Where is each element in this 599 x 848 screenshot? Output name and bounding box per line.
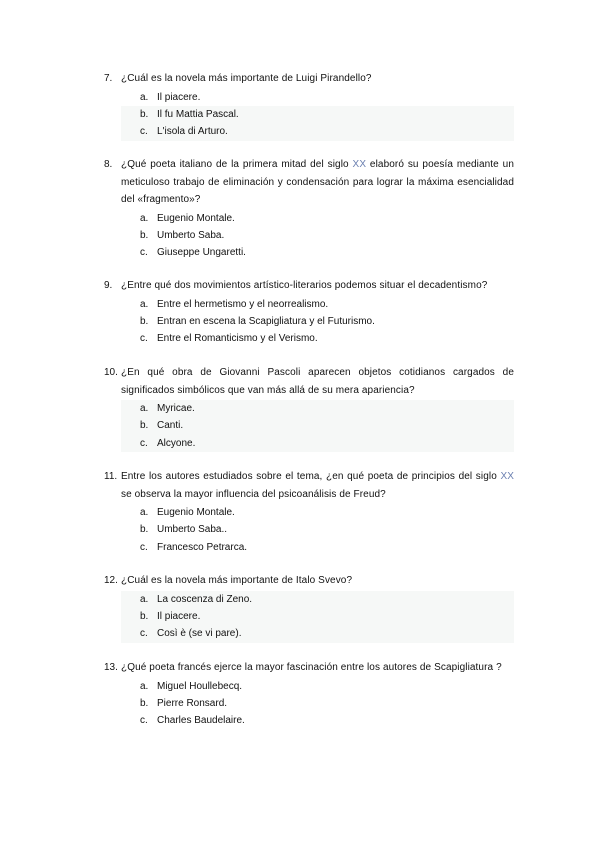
option-letter: b. xyxy=(140,229,149,241)
option-text: Canti. xyxy=(157,420,184,432)
option-letter: c. xyxy=(140,437,148,449)
answer-options xyxy=(121,296,514,348)
answer-options xyxy=(121,678,514,730)
option-text: Entre el Romanticismo y el Verismo. xyxy=(157,333,318,345)
question-13 xyxy=(104,659,514,730)
option-a xyxy=(121,89,514,106)
option-text: Entre el hermetismo y el neorrealismo. xyxy=(157,298,329,310)
answer-options xyxy=(121,89,514,141)
question-number: 9. xyxy=(104,280,113,291)
option-letter: b. xyxy=(140,315,149,327)
option-text: L'isola di Arturo. xyxy=(157,126,228,138)
question-header xyxy=(104,364,514,399)
option-letter: a. xyxy=(140,403,149,414)
question-text: ¿Qué poeta italiano de la primera mitad del siglo XX elaboró su poesía mediante un meticuloso trabajo de eliminación y condensación para lograr la máxima esencialidad del «fragmento»? xyxy=(121,159,514,205)
option-text: Giuseppe Ungaretti. xyxy=(157,247,246,259)
question-12 xyxy=(104,572,514,643)
question-text: ¿Cuál es la novela más importante de Italo Svevo? xyxy=(121,575,353,586)
option-text: Myricae. xyxy=(157,403,195,414)
option-text: Il piacere. xyxy=(157,610,201,622)
option-text: Entran en escena la Scapigliatura y el Futurismo. xyxy=(157,315,375,327)
option-a xyxy=(121,400,514,417)
option-b xyxy=(121,227,514,244)
option-text: Eugenio Montale. xyxy=(157,212,235,224)
answer-options xyxy=(121,591,514,643)
option-a xyxy=(121,678,514,695)
option-b xyxy=(121,521,514,538)
option-c xyxy=(121,123,514,140)
option-b xyxy=(121,106,514,123)
option-c xyxy=(121,435,514,452)
option-text: Miguel Houllebecq. xyxy=(157,680,243,692)
option-c xyxy=(121,244,514,261)
option-letter: c. xyxy=(140,126,148,138)
option-c xyxy=(121,330,514,347)
option-text: Francesco Petrarca. xyxy=(157,541,248,553)
option-letter: c. xyxy=(140,333,148,345)
answer-options xyxy=(121,210,514,262)
option-letter: b. xyxy=(140,697,149,709)
question-text: ¿Entre qué dos movimientos artístico-literarios podemos situar el decadentismo? xyxy=(121,280,488,291)
option-letter: a. xyxy=(140,593,149,605)
option-b xyxy=(121,417,514,434)
question-header xyxy=(104,70,514,88)
option-letter: a. xyxy=(140,91,149,103)
option-b xyxy=(121,695,514,712)
option-a xyxy=(121,210,514,227)
question-header xyxy=(104,277,514,295)
option-letter: c. xyxy=(140,628,148,640)
option-letter: b. xyxy=(140,610,149,622)
question-header xyxy=(104,659,514,677)
option-text: Il fu Mattia Pascal. xyxy=(157,108,239,120)
question-11 xyxy=(104,468,514,556)
question-8 xyxy=(104,156,514,262)
question-number: 7. xyxy=(104,73,113,84)
option-c xyxy=(121,539,514,556)
option-text: Umberto Saba. xyxy=(157,229,225,241)
answer-options xyxy=(121,504,514,556)
question-10 xyxy=(104,364,514,452)
question-header xyxy=(104,156,514,209)
option-b xyxy=(121,608,514,625)
option-letter: a. xyxy=(140,298,149,310)
option-text: Il piacere. xyxy=(157,91,201,103)
option-b xyxy=(121,313,514,330)
option-letter: c. xyxy=(140,247,148,259)
option-a xyxy=(121,504,514,521)
option-letter: c. xyxy=(140,541,148,553)
question-header xyxy=(104,468,514,503)
option-letter: a. xyxy=(140,507,149,518)
question-number: 10. xyxy=(104,367,118,378)
question-text: ¿En qué obra de Giovanni Pascoli aparecen objetos cotidianos cargados de significados simbólicos que van más allá de su mera apariencia? xyxy=(121,367,514,396)
option-text: La coscenza di Zeno. xyxy=(157,593,253,605)
option-text: Eugenio Montale. xyxy=(157,507,235,518)
question-number: 8. xyxy=(104,159,113,170)
option-letter: a. xyxy=(140,680,149,692)
question-header xyxy=(104,572,514,590)
option-text: Umberto Saba.. xyxy=(157,524,228,536)
option-a xyxy=(121,296,514,313)
option-a xyxy=(121,591,514,608)
option-text: Charles Baudelaire. xyxy=(157,715,245,727)
option-text: Così è (se vi pare). xyxy=(157,628,242,640)
question-number: 12. xyxy=(104,575,118,586)
option-letter: b. xyxy=(140,420,149,432)
question-number: 11. xyxy=(104,471,118,482)
option-c xyxy=(121,625,514,642)
option-letter: a. xyxy=(140,212,149,224)
question-text: Entre los autores estudiados sobre el tema, ¿en qué poeta de principios del siglo XX se observa la mayor influencia del psicoanálisis de Freud? xyxy=(121,471,514,500)
answer-options xyxy=(121,400,514,452)
option-text: Alcyone. xyxy=(157,437,196,449)
option-c xyxy=(121,712,514,729)
question-7 xyxy=(104,70,514,141)
option-letter: c. xyxy=(140,715,148,727)
question-number: 13. xyxy=(104,662,118,673)
option-letter: b. xyxy=(140,108,149,120)
question-9 xyxy=(104,277,514,348)
option-text: Pierre Ronsard. xyxy=(157,697,228,709)
question-text: ¿Qué poeta francés ejerce la mayor fascinación entre los autores de Scapigliatura ? xyxy=(121,662,502,673)
option-letter: b. xyxy=(140,524,149,536)
question-text: ¿Cuál es la novela más importante de Luigi Pirandello? xyxy=(121,73,372,84)
